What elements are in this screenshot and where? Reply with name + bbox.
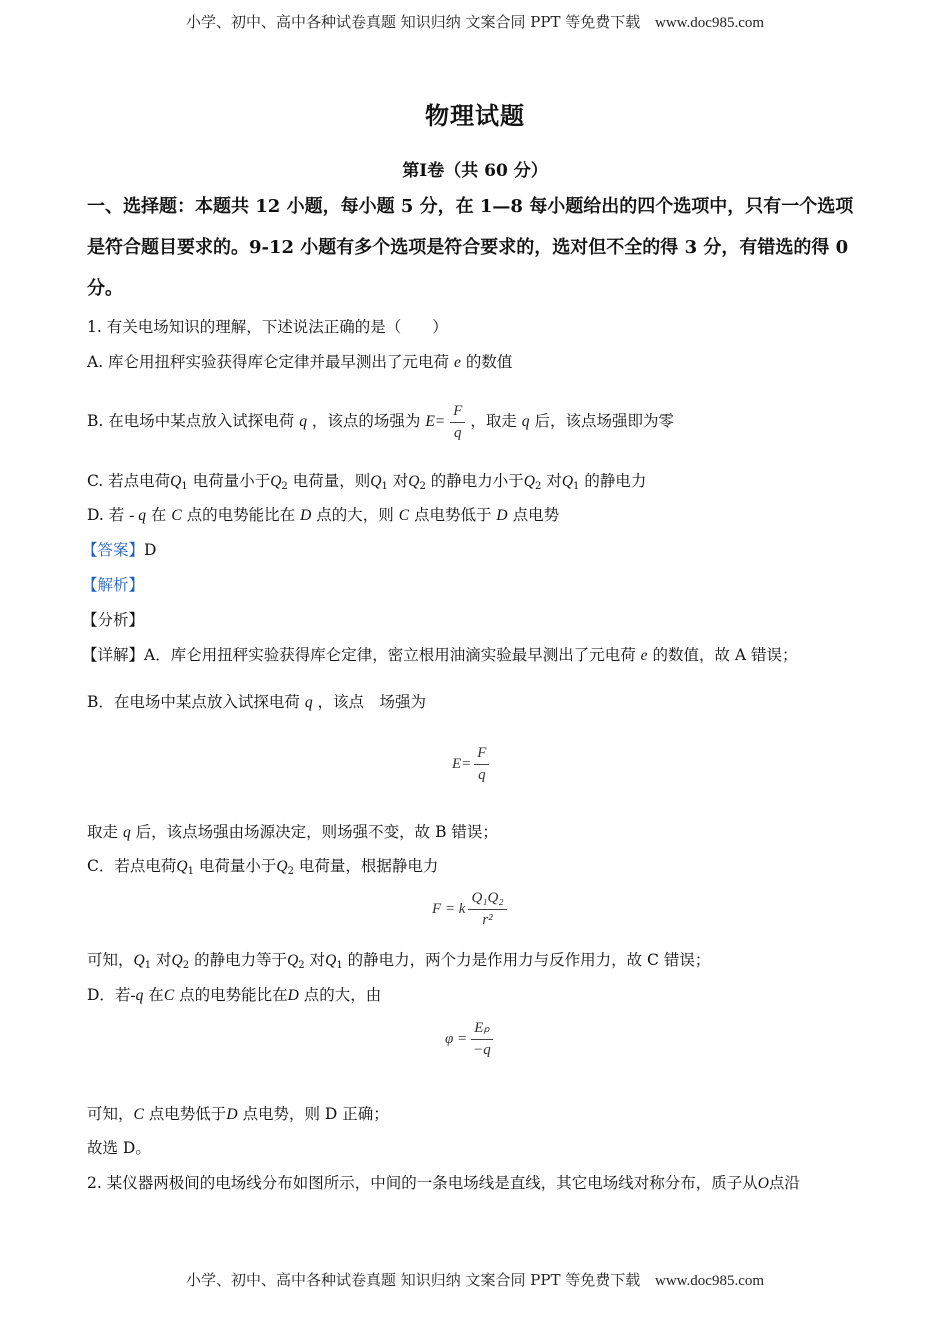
fraction-f-over-q: [450, 403, 465, 442]
q1-detail-D-3: 点的大，由: [303, 986, 382, 1004]
symbols-e: e: [640, 647, 648, 664]
q1-option-c: [87, 471, 646, 497]
q1-optD-1: 在: [150, 506, 167, 524]
detail-d: [87, 985, 381, 1006]
q1-line-knowC-2: 的静电力等于: [194, 951, 288, 969]
q1-detail-D-1: 在: [148, 986, 164, 1004]
q1-formula1-E: E=: [452, 756, 472, 772]
symbols-s2: 2: [419, 481, 426, 492]
q1-detail-D-2: 点的电势能比在: [179, 986, 288, 1004]
fenxi-label: 【分析】: [82, 611, 145, 629]
symbols-Q: Q: [561, 473, 574, 490]
q1-optD-D: D: [300, 507, 312, 524]
q1-detail-D-q: -q: [130, 987, 144, 1004]
q1-line-knowC-4: 的静电力，两个力是作用力与反作用力，故 C 错误；: [347, 951, 711, 969]
q2-stem-pre: 2. 某仪器两极间的电场线分布如图所示，中间的一条电场线是直线，其它电场线对称分布，质子从: [87, 1174, 758, 1192]
q1-line-knowC-1: 对: [156, 951, 172, 969]
symbols-s1: 1: [573, 481, 580, 492]
q1-detail-B-post: ，该点 场强为: [317, 693, 427, 711]
symbols-s2: 2: [535, 481, 542, 492]
footer-text: 小学、初中、高中各种试卷真题 知识归纳 文案合同 PPT 等免费下载: [185, 1271, 641, 1289]
detail-c-conclusion: [87, 950, 710, 976]
symbols-Q: Q: [171, 952, 183, 969]
q1-line-take-pre: 取走: [87, 823, 119, 841]
symbols-q: q: [122, 824, 131, 841]
symbols-s2: 2: [182, 960, 190, 971]
q1-optB-E: E=: [425, 413, 446, 430]
q1-formula2-num: Q₁Q₂: [468, 890, 506, 910]
answer-label: 【答案】: [82, 541, 145, 559]
q1-option-d: [87, 505, 559, 526]
symbols-Q: Q: [133, 952, 145, 969]
q1-optC-4: 的静电力小于: [430, 472, 524, 490]
q1-optB-mid: ，该点的场强为: [311, 412, 421, 430]
symbols-Q: Q: [287, 952, 299, 969]
symbols-C: C: [163, 987, 175, 1004]
formula-coulomb: [432, 890, 507, 929]
symbols-s1: 1: [187, 866, 194, 877]
q1-optD-pre: D. 若: [87, 506, 125, 524]
symbols-q: q: [304, 694, 313, 711]
header-text: 小学、初中、高中各种试卷真题 知识归纳 文案合同 PPT 等免费下载: [185, 13, 641, 31]
answer-line: [82, 540, 156, 560]
analysis-label: 【解析】: [82, 576, 145, 594]
q1-detail-C-pre: C．若点电荷: [87, 857, 177, 875]
answer-value: D: [144, 541, 157, 559]
q1-optB-mid2: ，取走: [470, 412, 517, 430]
formula-potential: [445, 1020, 494, 1059]
symbols-D: D: [496, 507, 508, 524]
q1-detail-label: 【详解】: [82, 646, 145, 664]
q1-optB-num: F: [450, 403, 465, 423]
q1-line-knowD-2: 点电势，则 D 正确；: [242, 1105, 389, 1123]
detail-b-conclusion: [87, 822, 498, 843]
symbols-q: q: [299, 413, 307, 430]
formula-e-equals-f-over-q: [452, 745, 489, 784]
detail-d-conclusion: [87, 1104, 389, 1125]
q1-optB-pre: B. 在电场中某点放入试探电荷: [87, 412, 295, 430]
q1-optD-4: 点电势低于: [413, 506, 492, 524]
q1-optC-pre: C. 若点电荷: [87, 472, 171, 490]
q2-stem-post: 点沿: [768, 1174, 800, 1192]
symbols-s2: 2: [298, 960, 305, 971]
symbols-D: D: [287, 987, 299, 1004]
q1-optD-q: - q: [129, 507, 146, 524]
q1-optC-1: 电荷量小于: [192, 472, 271, 490]
page-footer: [0, 1269, 950, 1290]
page-header: [0, 11, 950, 32]
symbols-Q: Q: [170, 473, 182, 490]
symbols-Q: Q: [408, 473, 420, 490]
symbols-s1: 1: [144, 960, 152, 971]
q1-optD-C: C: [171, 507, 182, 524]
detail-a: [82, 645, 798, 666]
symbols-C: C: [398, 507, 410, 524]
symbols-s2: 2: [281, 481, 288, 492]
q1-optB-den: q: [454, 424, 462, 441]
q1-optC-2: 电荷量，则: [292, 472, 371, 490]
symbols-s1: 1: [381, 481, 388, 492]
section-heading: 一、选择题：本题共 12 小题，每小题 5 分，在 1—8 每小题给出的四个选项中，只有一个选项是符合题目要求的。9-12 小题有多个选项是符合要求的，选对但不全的得 3 分，有错选的得 0 分。: [87, 196, 854, 299]
q1-line-knowC-3: 对: [309, 951, 326, 969]
symbols-Q: Q: [370, 473, 382, 490]
detail-c: [87, 856, 438, 882]
fraction-part: [474, 745, 489, 784]
symbols-Q: Q: [270, 473, 282, 490]
q1-option-b: [87, 393, 674, 450]
q1-formula2-den: r²: [482, 912, 493, 928]
symbols-D: D: [226, 1106, 238, 1123]
q1-optA-post: 的数值: [465, 353, 513, 371]
page-title: 物理试题: [425, 101, 525, 130]
q1-stem: 1. 有关电场知识的理解，下述说法正确的是（ ）: [87, 318, 448, 336]
q1-detail-A-post: 的数值，故 A 错误；: [652, 646, 798, 664]
symbols-e: e: [454, 354, 461, 371]
symbols-Q: Q: [325, 952, 337, 969]
q1-option-a: [87, 352, 512, 373]
symbols-C: C: [133, 1106, 144, 1123]
q2-stem: [87, 1173, 800, 1194]
q1-optD-5: 点电势: [512, 506, 560, 524]
q1-detail-B-pre: B．在电场中某点放入试探电荷: [87, 693, 300, 711]
q1-optC-3: 对: [392, 472, 409, 490]
detail-b: [87, 692, 426, 713]
q1-optA-pre: A. 库仑用扭秤实验获得库仑定律并最早测出了元电荷: [87, 353, 450, 371]
q1-formula3-num: Eₚ: [471, 1020, 493, 1040]
header-url[interactable]: www.doc985.com: [655, 15, 765, 31]
q2-stem-var: O: [757, 1175, 769, 1192]
q1-line-knowC-pre: 可知，: [87, 951, 134, 969]
fraction-part: [468, 890, 506, 929]
q1-formula3-den: −q: [473, 1042, 491, 1058]
paper-part-title: 第Ⅰ卷（共 60 分）: [402, 161, 548, 181]
symbols-s1: 1: [336, 960, 343, 971]
fraction-part: [470, 1020, 494, 1059]
q1-optC-5: 对: [546, 472, 562, 490]
q1-line-knowD-pre: 可知，: [87, 1105, 134, 1123]
q1-detail-C-2: 电荷量，根据静电力: [298, 857, 439, 875]
q1-formula1-den: q: [478, 767, 486, 783]
q1-formula2-pre: F = k: [432, 901, 466, 917]
q1-detail-C-1: 电荷量小于: [198, 857, 277, 875]
symbols-s2: 2: [287, 866, 294, 877]
q1-optB-post: 后，该点场强即为零: [534, 412, 674, 430]
q1-optD-3: 点的大，则: [316, 506, 394, 524]
symbols-Q: Q: [523, 473, 535, 490]
q1-optC-6: 的静电力: [584, 472, 647, 490]
q1-detail-D-pre: D．若: [87, 986, 131, 1004]
footer-url[interactable]: www.doc985.com: [655, 1273, 765, 1289]
q1-formula1-num: F: [474, 745, 489, 765]
symbols-q: q: [521, 413, 530, 430]
q1-formula3-pre: φ =: [445, 1031, 468, 1047]
symbols-s1: 1: [181, 481, 188, 492]
symbols-Q: Q: [176, 858, 188, 875]
q1-line-knowD-1: 点电势低于: [148, 1105, 227, 1123]
q1-line-take-post: 后，该点场强由场源决定，则场强不变，故 B 错误；: [135, 823, 498, 841]
conclusion: 故选 D。: [87, 1139, 151, 1157]
q1-detail-A-pre: A．库仑用扭秤实验获得库仑定律，密立根用油滴实验最早测出了元电荷: [144, 646, 636, 664]
q1-optD-2: 点的电势能比在: [186, 506, 296, 524]
symbols-Q: Q: [276, 858, 288, 875]
